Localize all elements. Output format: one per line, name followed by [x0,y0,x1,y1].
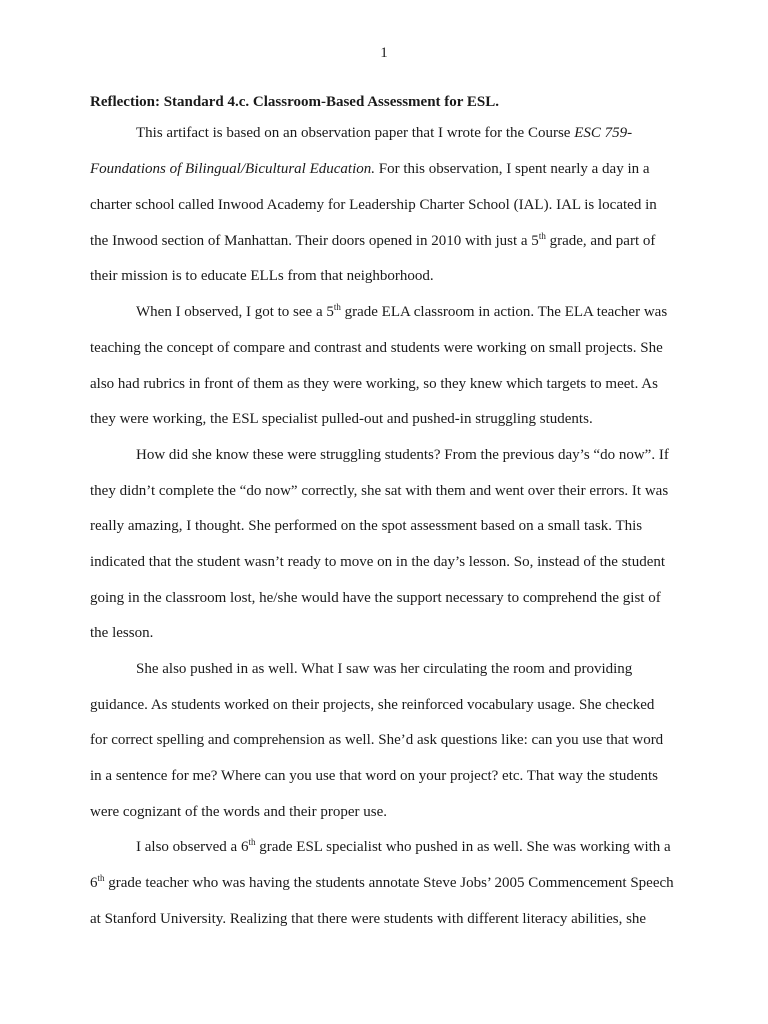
text-run: grade ESL specialist who pushed in as well. She was working with a [255,839,671,855]
paragraph-4-line-2: guidance. As students worked on their projects, she reinforced vocabulary usage. She checked [90,697,655,713]
paragraph-2-line-4: they were working, the ESL specialist pulled-out and pushed-in struggling students. [90,411,593,427]
paragraph-3-line-5: going in the classroom lost, he/she would have the support necessary to comprehend the gist of [90,590,661,606]
paragraph-2-line-2: teaching the concept of compare and contrast and students were working on small projects. She [90,340,663,356]
text-run: When I observed, I got to see a 5 [136,304,334,320]
course-name: ESC 759- [574,125,633,141]
superscript: th [538,231,546,241]
paragraph-3-line-4: indicated that the student wasn’t ready to move on in the day’s lesson. So, instead of the student [90,554,666,570]
text-run: This artifact is based on an observation paper that I wrote for the Course [136,125,575,141]
paragraph-5-line-3: at Stanford University. Realizing that there were students with different literacy abilities, she [90,911,647,927]
paragraph-1-line-1 [136,124,632,142]
paragraph-4-line-5: were cognizant of the words and their proper use. [90,804,387,820]
text-run: grade, and part of [545,233,656,249]
paragraph-3-line-3: really amazing, I thought. She performed on the spot assessment based on a small task. This [90,518,643,534]
text-run: grade teacher who was having the students annotate Steve Jobs’ 2005 Commencement Speech [104,875,674,891]
paragraph-3-line-2: they didn’t complete the “do now” correctly, she sat with them and went over their errors. It was [90,483,669,499]
superscript: th [248,837,256,847]
text-run: the Inwood section of Manhattan. Their doors opened in 2010 with just a 5 [90,233,539,249]
paragraph-5-line-2 [90,874,674,892]
paragraph-4-line-3: for correct spelling and comprehension as well. She’d ask questions like: can you use that word [90,732,664,748]
paragraph-2-line-3: also had rubrics in front of them as they were working, so they knew which targets to meet. As [90,376,658,392]
paragraph-2-line-1 [136,303,667,321]
document-title: Reflection: Standard 4.c. Classroom-Based Assessment for ESL. [90,94,500,110]
paragraph-3-line-6: the lesson. [90,625,154,641]
text-run: I also observed a 6 [136,839,249,855]
course-name: Foundations of Bilingual/Bicultural Education. [90,161,375,177]
text-run: For this observation, I spent nearly a day in a [375,161,650,177]
superscript: th [97,873,105,883]
text-run: 6 [90,875,98,891]
paragraph-1-line-2 [90,160,650,178]
page-number: 1 [380,45,388,61]
superscript: th [333,302,341,312]
paragraph-4-line-1: She also pushed in as well. What I saw was her circulating the room and providing [136,661,633,677]
text-run: grade ELA classroom in action. The ELA teacher was [340,304,668,320]
paragraph-1-line-3: charter school called Inwood Academy for Leadership Charter School (IAL). IAL is located in [90,197,657,213]
paragraph-1-line-4 [90,232,655,250]
paragraph-5-line-1 [136,838,671,856]
paragraph-1-line-5: their mission is to educate ELLs from that neighborhood. [90,268,434,284]
paragraph-3-line-1: How did she know these were struggling students? From the previous day’s “do now”. If [136,447,669,463]
paragraph-4-line-4: in a sentence for me? Where can you use that word on your project? etc. That way the students [90,768,658,784]
